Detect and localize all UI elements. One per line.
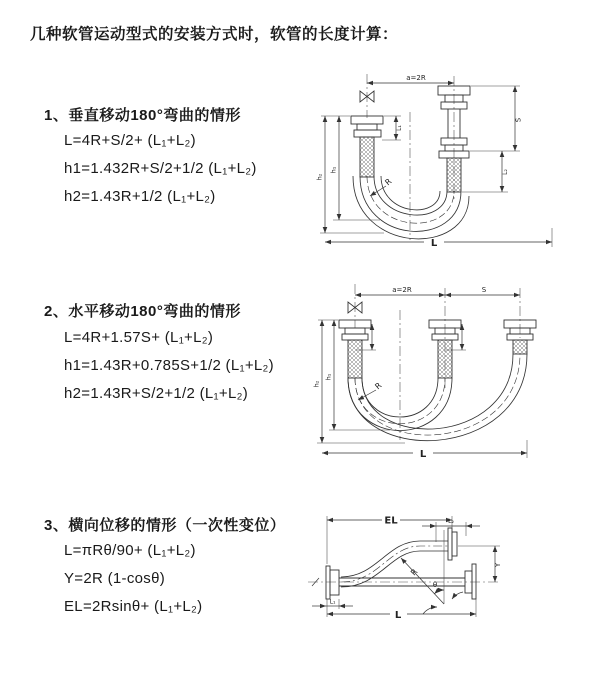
dim-l2-label: L₂ (502, 169, 509, 175)
centerlines (355, 284, 520, 440)
length-label: L (394, 610, 402, 621)
dim-l2 (422, 518, 480, 542)
section-2-heading: 2、水平移动180°弯曲的情形 (44, 303, 241, 320)
dim-el-label: EL (384, 515, 398, 527)
dim-h1-label: h₁ (329, 166, 338, 174)
dim-hose-width (367, 74, 454, 83)
dim-h2-label: h₂ (312, 380, 321, 388)
formula-line: h2=1.43R+1/2 (L₁+L₂) (64, 188, 216, 205)
radius-callout (370, 177, 394, 196)
formula-line: EL=2Rsinθ+ (L₁+L₂) (64, 598, 203, 615)
formula-line: h2=1.43R+S/2+1/2 (L₁+L₂) (64, 385, 249, 402)
centerlines (367, 74, 454, 240)
left-pipe-end (339, 320, 371, 378)
dim-stroke-s (445, 286, 520, 295)
radius-label: R (408, 567, 420, 578)
section-1-heading: 1、垂直移动180°弯曲的情形 (44, 107, 241, 124)
dim-y-label: Y (494, 562, 502, 568)
top-right-flange (448, 528, 457, 560)
formula-line: h1=1.432R+S/2+1/2 (L₁+L₂) (64, 160, 257, 177)
left-flange (326, 566, 339, 599)
hose-curves (348, 354, 527, 441)
dim-el (327, 516, 452, 565)
right-flange (465, 564, 476, 599)
page-title: 几种软管运动型式的安装方式时，软管的长度计算： (30, 26, 399, 43)
dim-total-length (325, 228, 552, 249)
dim-width-label: a=2R (406, 74, 426, 82)
length-label: L (430, 238, 438, 249)
radius-label: R (383, 176, 394, 188)
formula-line: h1=1.43R+0.785S+1/2 (L₁+L₂) (64, 357, 274, 374)
dim-s-label: S (481, 286, 487, 294)
dim-l2-label: L₂ (448, 518, 454, 525)
angle-label: θ (432, 581, 438, 589)
section-3-heading: 3、横向位移的情形（一次性变位） (44, 517, 286, 534)
dim-l1 (312, 599, 353, 610)
dim-hose-width (355, 286, 445, 295)
dim-l1-label: L₁ (396, 125, 403, 131)
dim-h2 (313, 320, 406, 443)
dim-h1-label: h₁ (324, 373, 333, 381)
dim-width-label: a=2R (392, 286, 412, 294)
dim-s-label: S (514, 117, 523, 123)
radius-label: R (373, 380, 384, 392)
formula-line: L=4R+S/2+ (L₁+L₂) (64, 132, 196, 149)
dim-stroke-s (470, 86, 523, 151)
formula-line: Y=2R (1-cosθ) (64, 570, 166, 587)
dim-l1-label: L₁ (329, 598, 336, 606)
dim-left-end-length (382, 116, 403, 140)
formula-line: L=πRθ/90+ (L₁+L₂) (64, 542, 196, 559)
diagram-vertical-180 (312, 70, 587, 262)
left-pipe-end (351, 116, 383, 177)
dim-h2-label: h₂ (315, 173, 324, 181)
length-label: L (419, 449, 427, 460)
diagram-lateral-displacement (302, 502, 597, 660)
formula-line: L=4R+1.57S+ (L₁+L₂) (64, 329, 214, 346)
dim-total-length (327, 599, 476, 621)
diagram-horizontal-180 (310, 280, 590, 462)
